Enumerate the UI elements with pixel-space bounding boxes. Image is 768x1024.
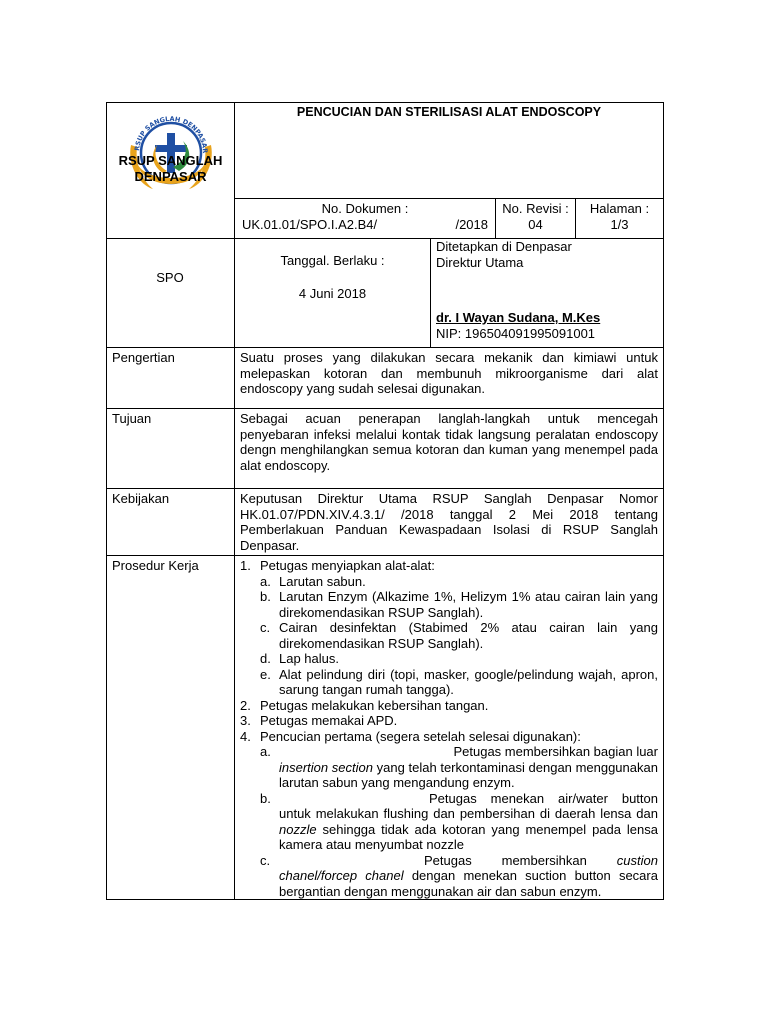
prosedur-content (235, 556, 664, 900)
spo-label-cell (107, 153, 235, 348)
org-name: RSUP SANGLAH DENPASAR (118, 153, 223, 184)
prosedur-label: Prosedur Kerja (107, 556, 235, 900)
tujuan-text: Sebagai acuan penerapan langlah-langkah untuk mencegah penyebaran infeksi melalui kontak tidak langsung peralatan endoscopy dengn menghilangkan semua kotoran dan kuman yang menempel pada alat endoscopy. (235, 409, 664, 489)
approval-cell (431, 239, 664, 348)
doc-number-cell (235, 199, 496, 239)
signer-nip: NIP: 196504091995091001 (436, 325, 596, 341)
doc-number-value: UK.01.01/SPO.I.A2.B4/ (242, 216, 378, 232)
document-title: PENCUCIAN DAN STERILISASI ALAT ENDOSCOPY (235, 103, 664, 199)
procedure-substep: a. Petugas membersihkan bagian luar insertion section yang telah terkontaminasi dengan menggunakan larutan sabun yang mengandung enzym. (260, 744, 658, 790)
procedure-substeps (260, 744, 658, 899)
tujuan-label: Tujuan (107, 409, 235, 489)
spo-label: SPO (156, 270, 184, 285)
page-label: Halaman : (589, 201, 650, 216)
kebijakan-label: Kebijakan (107, 489, 235, 556)
procedure-substeps (260, 574, 658, 698)
doc-number-year: /2018 (455, 216, 488, 232)
procedure-step: 1. Petugas menyiapkan alat-alat: a. Larutan sabun. b. Larutan Enzym (Alkazime 1%, Helizym 1% atau cairan lain yang direkomendasikan RSUP Sanglah). c. Cairan desinfektan (Stabimed 2% atau cairan lain yang direkomendasikan RSUP Sanglah). d. Lap halus. e. Alat pelindung diri (topi, masker, google/pelindung wajah, apron, sarung tangan rumah tangga). (240, 558, 658, 697)
procedure-list (240, 558, 658, 899)
set-in-text: Ditetapkan di Denpasar (436, 239, 572, 254)
procedure-step: 3. Petugas memakai APD. (240, 713, 398, 728)
procedure-substep: e. Alat pelindung diri (topi, masker, google/pelindung wajah, apron, sarung tangan rumah tangga). (260, 666, 658, 697)
signer-name: dr. I Wayan Sudana, M.Kes (436, 310, 601, 325)
revision-value: 04 (528, 216, 543, 232)
pengertian-label: Pengertian (107, 348, 235, 409)
page-cell (576, 199, 664, 239)
procedure-substep: c. Cairan desinfektan (Stabimed 2% atau cairan lain yang direkomendasikan RSUP Sanglah). (260, 620, 658, 651)
procedure-substep: b. Larutan Enzym (Alkazime 1%, Helizym 1% atau cairan lain yang direkomendasikan RSUP Sanglah). (260, 589, 658, 620)
procedure-step: 2. Petugas melakukan kebersihan tangan. (240, 697, 489, 713)
pengertian-text: Suatu proses yang dilakukan secara mekanik dan kimiawi untuk melepaskan kotoran dan membunuh mikroorganisme dari alat endoscopy yang sudah selesai digunakan. (235, 348, 664, 409)
revision-label: No. Revisi : (502, 201, 569, 216)
kebijakan-text: Keputusan Direktur Utama RSUP Sanglah Denpasar Nomor HK.01.07/PDN.XIV.4.3.1/ /2018 tanggal 2 Mei 2018 tentang Pemberlakuan Panduan Kewaspadaan Isolasi di RSUP Sanglah Denpasar. (235, 489, 664, 556)
procedure-substep: a. Larutan sabun. (260, 573, 366, 589)
doc-number-label: No. Dokumen : (321, 201, 409, 216)
procedure-step: 4. Pencucian pertama (segera setelah selesai digunakan): a. Petugas membersihkan bagian luar insertion section yang telah terkontaminasi dengan menggunakan larutan sabun yang mengandung enzym. b. Petugas menekan air/water button untuk melakukan flushing dan pembersihan di daerah lensa dan nozzle sehingga tidak ada kotoran yang menempel pada lensa kamera atau menyumbat nozzle c. Petugas membersihkan custion chanel/forcep chanel dengan menekan suction button secara bergantian dengan menggunakan air dan sabun enzym. (240, 728, 658, 899)
logo-arc-text: RSUP SANGLAH DENPASAR (132, 114, 209, 154)
effective-date-cell (235, 239, 431, 348)
effective-date-label: Tanggal. Berlaku : (280, 253, 385, 268)
position-text: Direktur Utama (436, 254, 524, 270)
procedure-substep: c. Petugas membersihkan custion chanel/forcep chanel dengan menekan suction button secara bergantian dengan menggunakan air dan sabun enzym. (260, 852, 658, 899)
spo-document-table (106, 102, 664, 900)
revision-cell (496, 199, 576, 239)
page-value: 1/3 (610, 216, 629, 232)
effective-date-value: 4 Juni 2018 (298, 285, 367, 301)
procedure-substep: b. Petugas menekan air/water button untuk melakukan flushing dan pembersihan di daerah lensa dan nozzle sehingga tidak ada kotoran yang menempel pada lensa kamera atau menyumbat nozzle (260, 790, 658, 852)
procedure-substep: d. Lap halus. (260, 651, 339, 666)
